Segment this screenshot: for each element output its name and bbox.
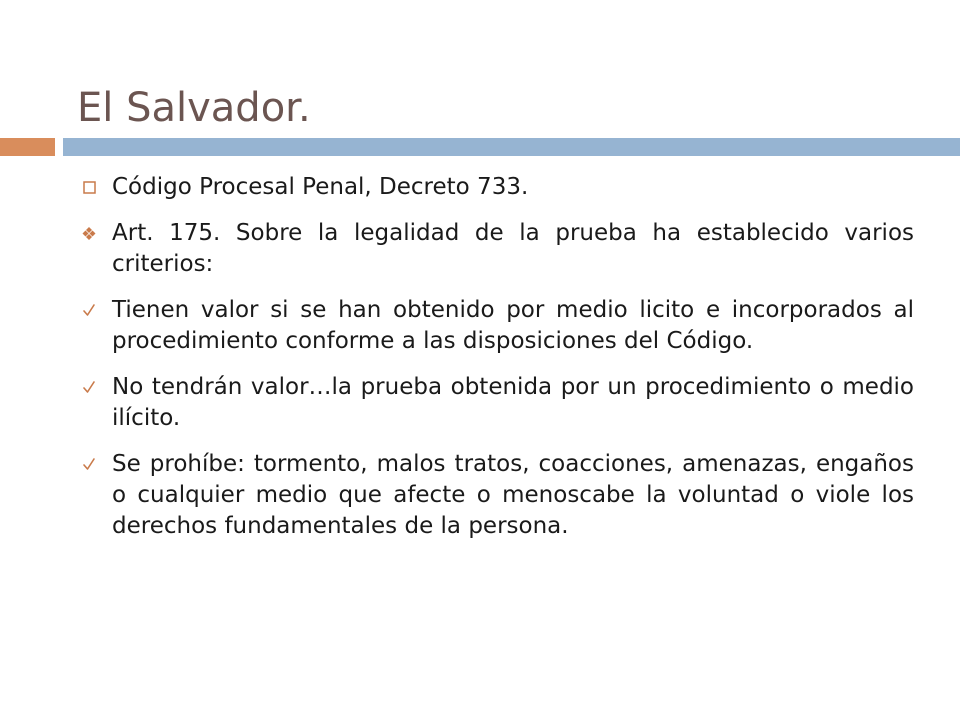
accent-bar-blue xyxy=(63,138,960,156)
list-item-text: No tendrán valor…la prueba obtenida por un procedimiento o medio ilícito. xyxy=(112,374,914,431)
list-item xyxy=(74,295,914,357)
diamond-cluster-bullet-icon xyxy=(78,218,100,249)
square-bullet-icon xyxy=(78,172,100,203)
slide-title: El Salvador. xyxy=(77,85,311,131)
list-item xyxy=(74,372,914,434)
checkmark-bullet-icon xyxy=(78,372,100,403)
list-item-text: Se prohíbe: tormento, malos tratos, coacciones, amenazas, engaños o cualquier medio que afecte o menoscabe la voluntad o viole los derechos fundamentales de la persona. xyxy=(112,451,914,539)
list-item xyxy=(74,172,914,203)
list-item-text: Código Procesal Penal, Decreto 733. xyxy=(112,174,529,200)
accent-bar-orange xyxy=(0,138,55,156)
list-item-text: Tienen valor si se han obtenido por medio licito e incorporados al procedimiento conforme a las disposiciones del Código. xyxy=(112,297,914,354)
checkmark-bullet-icon xyxy=(78,449,100,480)
list-item-text: Art. 175. Sobre la legalidad de la prueba ha establecido varios criterios: xyxy=(112,220,914,277)
checkmark-bullet-icon xyxy=(78,295,100,326)
list-item xyxy=(74,449,914,542)
list-item xyxy=(74,218,914,280)
bullet-list xyxy=(74,172,914,557)
